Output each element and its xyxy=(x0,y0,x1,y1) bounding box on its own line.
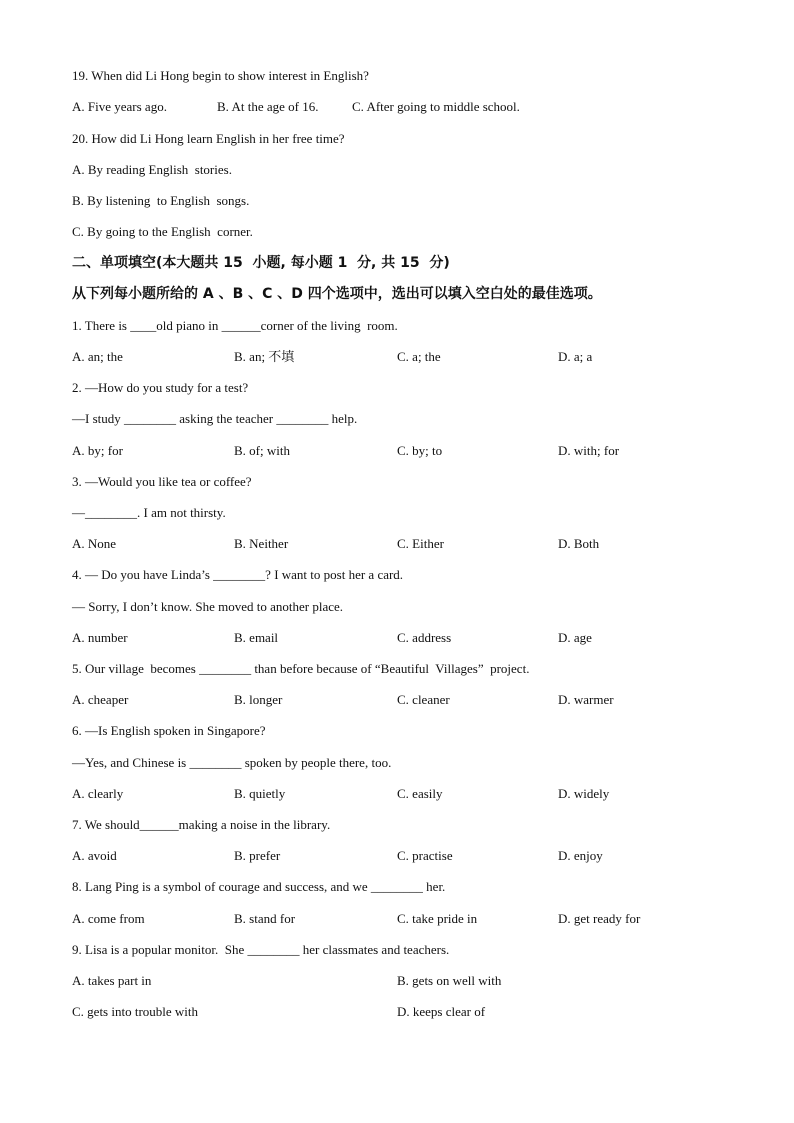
option-d: D. with; for xyxy=(558,443,620,458)
section-instruction: 从下列每小题所给的 A 、B 、C 、D 四个选项中，选出可以填入空白处的最佳选项。 xyxy=(72,286,602,302)
option-d: D. warmer xyxy=(558,692,614,707)
question-4-options xyxy=(72,628,592,648)
question-4: 4. — Do you have Linda’s ________? I want to post her a card. xyxy=(72,567,404,582)
option-b: B. an; 不填 xyxy=(234,349,295,364)
question-2-line2: —I study ________ asking the teacher ________ help. xyxy=(72,411,358,426)
option-c: C. Either xyxy=(397,536,444,551)
option-b: B. email xyxy=(234,630,279,645)
question-5-options xyxy=(72,690,614,710)
option-a: A. number xyxy=(72,630,128,645)
option-a: A. an; the xyxy=(72,349,123,364)
question-7: 7. We should______making a noise in the library. xyxy=(72,817,331,832)
option-a: A. clearly xyxy=(72,786,124,801)
section-title: 二、单项填空(本大题共 15 小题, 每小题 1 分, 共 15 分) xyxy=(72,255,450,271)
option-a: A. come from xyxy=(72,911,145,926)
question-3-options xyxy=(72,534,600,554)
option-a: A. Five years ago. xyxy=(72,99,167,114)
option-b: B. prefer xyxy=(234,848,281,863)
option-b: B. stand for xyxy=(234,911,296,926)
option-d: D. widely xyxy=(558,786,610,801)
option-b: B. Neither xyxy=(234,536,289,551)
option-c: C. practise xyxy=(397,848,453,863)
question-9-options-row2 xyxy=(72,1002,486,1022)
option-c: C. After going to middle school. xyxy=(352,99,520,114)
option-a: A. None xyxy=(72,536,117,551)
option-d: D. a; a xyxy=(558,349,593,364)
option-c: C. cleaner xyxy=(397,692,450,707)
option-b: B. By listening to English songs. xyxy=(72,193,250,208)
option-a: A. By reading English stories. xyxy=(72,162,232,177)
question-8-options xyxy=(72,909,641,929)
question-2: 2. —How do you study for a test? xyxy=(72,380,249,395)
option-c: C. by; to xyxy=(397,443,443,458)
question-6: 6. —Is English spoken in Singapore? xyxy=(72,723,266,738)
question-9: 9. Lisa is a popular monitor. She ________ her classmates and teachers. xyxy=(72,942,450,957)
option-d: D. enjoy xyxy=(558,848,603,863)
option-a: A. by; for xyxy=(72,443,123,458)
option-c: C. address xyxy=(397,630,452,645)
question-19: 19. When did Li Hong begin to show interest in English? xyxy=(72,68,369,83)
question-1: 1. There is ____old piano in ______corner of the living room. xyxy=(72,318,398,333)
option-c: C. easily xyxy=(397,786,443,801)
question-3: 3. —Would you like tea or coffee? xyxy=(72,474,252,489)
question-8: 8. Lang Ping is a symbol of courage and success, and we ________ her. xyxy=(72,879,446,894)
option-c: C. a; the xyxy=(397,349,441,364)
question-19-options xyxy=(72,97,520,117)
question-9-options-row1 xyxy=(72,971,502,991)
option-d: D. age xyxy=(558,630,592,645)
question-1-options xyxy=(72,347,593,367)
question-2-options xyxy=(72,441,620,461)
option-b: B. At the age of 16. xyxy=(217,99,319,114)
question-6-line2: —Yes, and Chinese is ________ spoken by people there, too. xyxy=(72,755,392,770)
question-5: 5. Our village becomes ________ than before because of “Beautiful Villages” project. xyxy=(72,661,530,676)
option-b: B. gets on well with xyxy=(397,973,502,988)
question-4-line2: — Sorry, I don’t know. She moved to another place. xyxy=(72,599,344,614)
option-c: C. take pride in xyxy=(397,911,478,926)
option-b: B. longer xyxy=(234,692,283,707)
option-b: B. of; with xyxy=(234,443,290,458)
question-20: 20. How did Li Hong learn English in her free time? xyxy=(72,131,345,146)
option-b: B. quietly xyxy=(234,786,286,801)
question-3-line2: —________. I am not thirsty. xyxy=(72,505,226,520)
option-a: A. cheaper xyxy=(72,692,129,707)
option-a: A. takes part in xyxy=(72,973,152,988)
option-c: C. gets into trouble with xyxy=(72,1004,199,1019)
option-a: A. avoid xyxy=(72,848,117,863)
question-7-options xyxy=(72,846,603,866)
option-d: D. Both xyxy=(558,536,600,551)
question-6-options xyxy=(72,784,610,804)
option-c: C. By going to the English corner. xyxy=(72,224,253,239)
option-d: D. get ready for xyxy=(558,911,641,926)
option-d: D. keeps clear of xyxy=(397,1004,486,1019)
